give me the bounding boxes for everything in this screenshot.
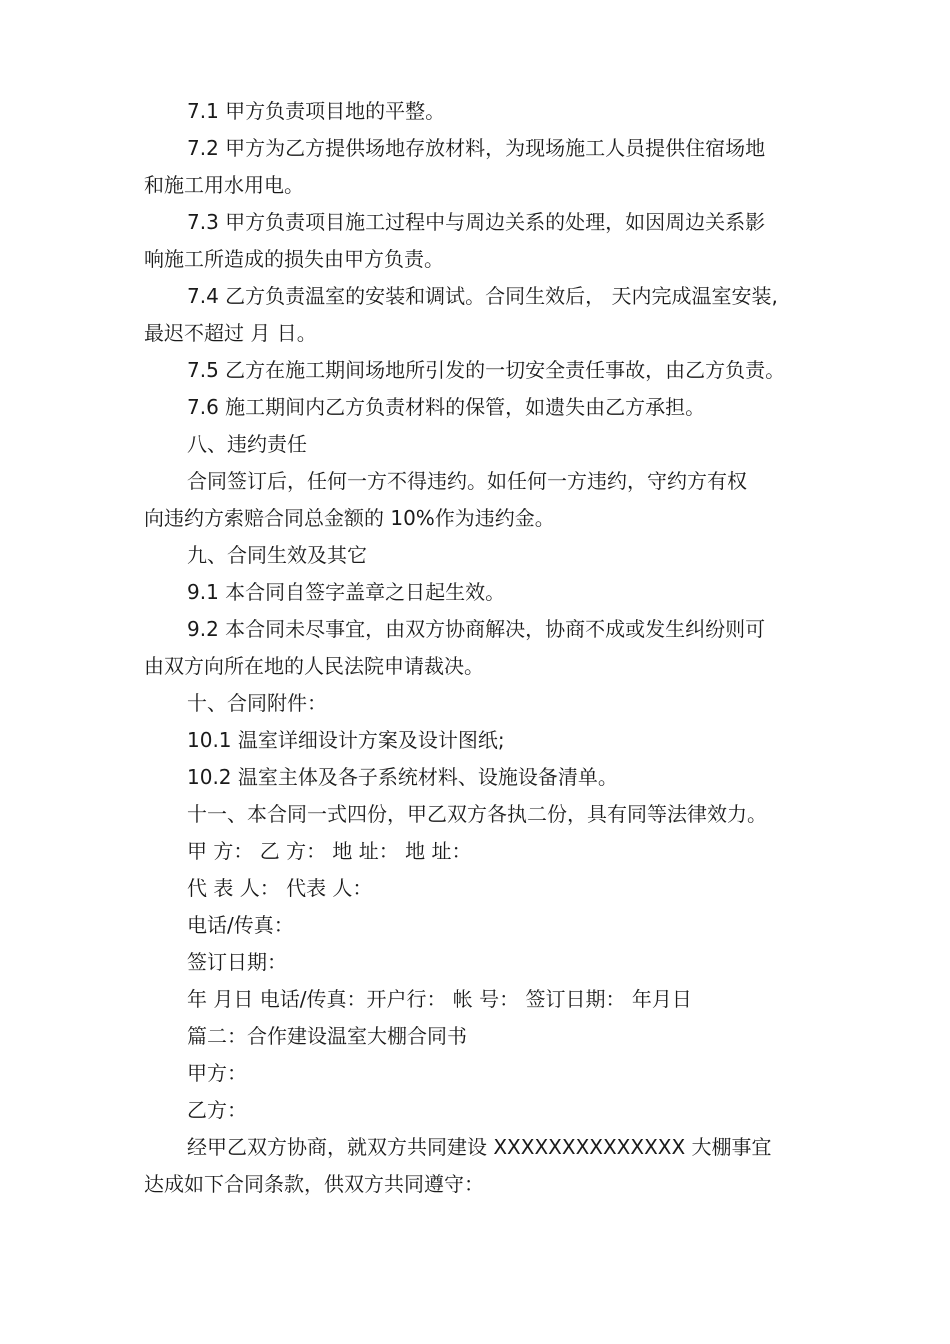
clause-8 <box>144 463 824 537</box>
section-heading-11 <box>144 796 824 833</box>
text-line: 10.2 温室主体及各子系统材料、设施设备清单。 <box>187 765 618 789</box>
text-line: 合同签订后，任何一方不得违约。如任何一方违约，守约方有权 <box>187 469 747 493</box>
text-line: 9.1 本合同自签字盖章之日起生效。 <box>187 580 506 604</box>
text-line: 7.1 甲方负责项目地的平整。 <box>187 99 446 123</box>
clause-7-6 <box>144 389 824 426</box>
text-line: 经甲乙双方协商，就双方共同建设 XXXXXXXXXXXXXX 大棚事宜 <box>187 1135 772 1159</box>
clause-7-2 <box>144 130 824 204</box>
clause-7-1 <box>144 93 824 130</box>
text-line: 7.2 甲方为乙方提供场地存放材料，为现场施工人员提供住宿场地 <box>187 136 766 160</box>
text-line: 代 表 人： 代表 人： <box>187 876 373 900</box>
signature-phone-fax <box>144 907 824 944</box>
text-line: 甲方： <box>187 1061 247 1085</box>
section-title: 十、合同附件： <box>187 691 327 715</box>
text-line: 7.4 乙方负责温室的安装和调试。合同生效后， 天内完成温室安装, <box>187 284 778 308</box>
text-line: 最迟不超过 月 日。 <box>144 321 317 345</box>
text-line: 7.5 乙方在施工期间场地所引发的一切安全责任事故，由乙方负责。 <box>187 358 786 382</box>
section-heading-8 <box>144 426 824 463</box>
text-line: 甲 方： 乙 方： 地 址： 地 址： <box>187 839 472 863</box>
clause-7-3 <box>144 204 824 278</box>
part-two-title <box>144 1018 824 1055</box>
text-line: 电话/传真： <box>187 913 294 937</box>
introduction <box>144 1129 824 1203</box>
text-line: 响施工所造成的损失由甲方负责。 <box>144 247 444 271</box>
clause-10-2 <box>144 759 824 796</box>
text-line: 达成如下合同条款，供双方共同遵守： <box>144 1172 484 1196</box>
section-title: 八、违约责任 <box>187 432 307 456</box>
signature-parties <box>144 833 824 870</box>
signature-date <box>144 944 824 981</box>
clause-7-4 <box>144 278 824 352</box>
text-line: 7.3 甲方负责项目施工过程中与周边关系的处理，如因周边关系影 <box>187 210 766 234</box>
text-line: 和施工用水用电。 <box>144 173 304 197</box>
section-title: 九、合同生效及其它 <box>187 543 367 567</box>
party-a <box>144 1055 824 1092</box>
text-line: 10.1 温室详细设计方案及设计图纸; <box>187 728 505 752</box>
clause-7-5 <box>144 352 824 389</box>
section-heading-9 <box>144 537 824 574</box>
signature-representatives <box>144 870 824 907</box>
text-line: 7.6 施工期间内乙方负责材料的保管，如遗失由乙方承担。 <box>187 395 706 419</box>
clause-9-1 <box>144 574 824 611</box>
clause-9-2 <box>144 611 824 685</box>
section-title: 十一、本合同一式四份，甲乙双方各执二份，具有同等法律效力。 <box>187 802 767 826</box>
text-line: 向违约方索赔合同总金额的 10%作为违约金。 <box>144 506 555 530</box>
section-heading-10 <box>144 685 824 722</box>
section-title: 篇二：合作建设温室大棚合同书 <box>187 1024 467 1048</box>
text-line: 签订日期： <box>187 950 287 974</box>
party-b <box>144 1092 824 1129</box>
text-line: 年 月日 电话/传真：开户行： 帐 号： 签订日期： 年月日 <box>187 987 692 1011</box>
signature-details <box>144 981 824 1018</box>
text-line: 由双方向所在地的人民法院申请裁决。 <box>144 654 484 678</box>
clause-10-1 <box>144 722 824 759</box>
text-line: 乙方： <box>187 1098 247 1122</box>
text-line: 9.2 本合同未尽事宜，由双方协商解决，协商不成或发生纠纷则可 <box>187 617 766 641</box>
